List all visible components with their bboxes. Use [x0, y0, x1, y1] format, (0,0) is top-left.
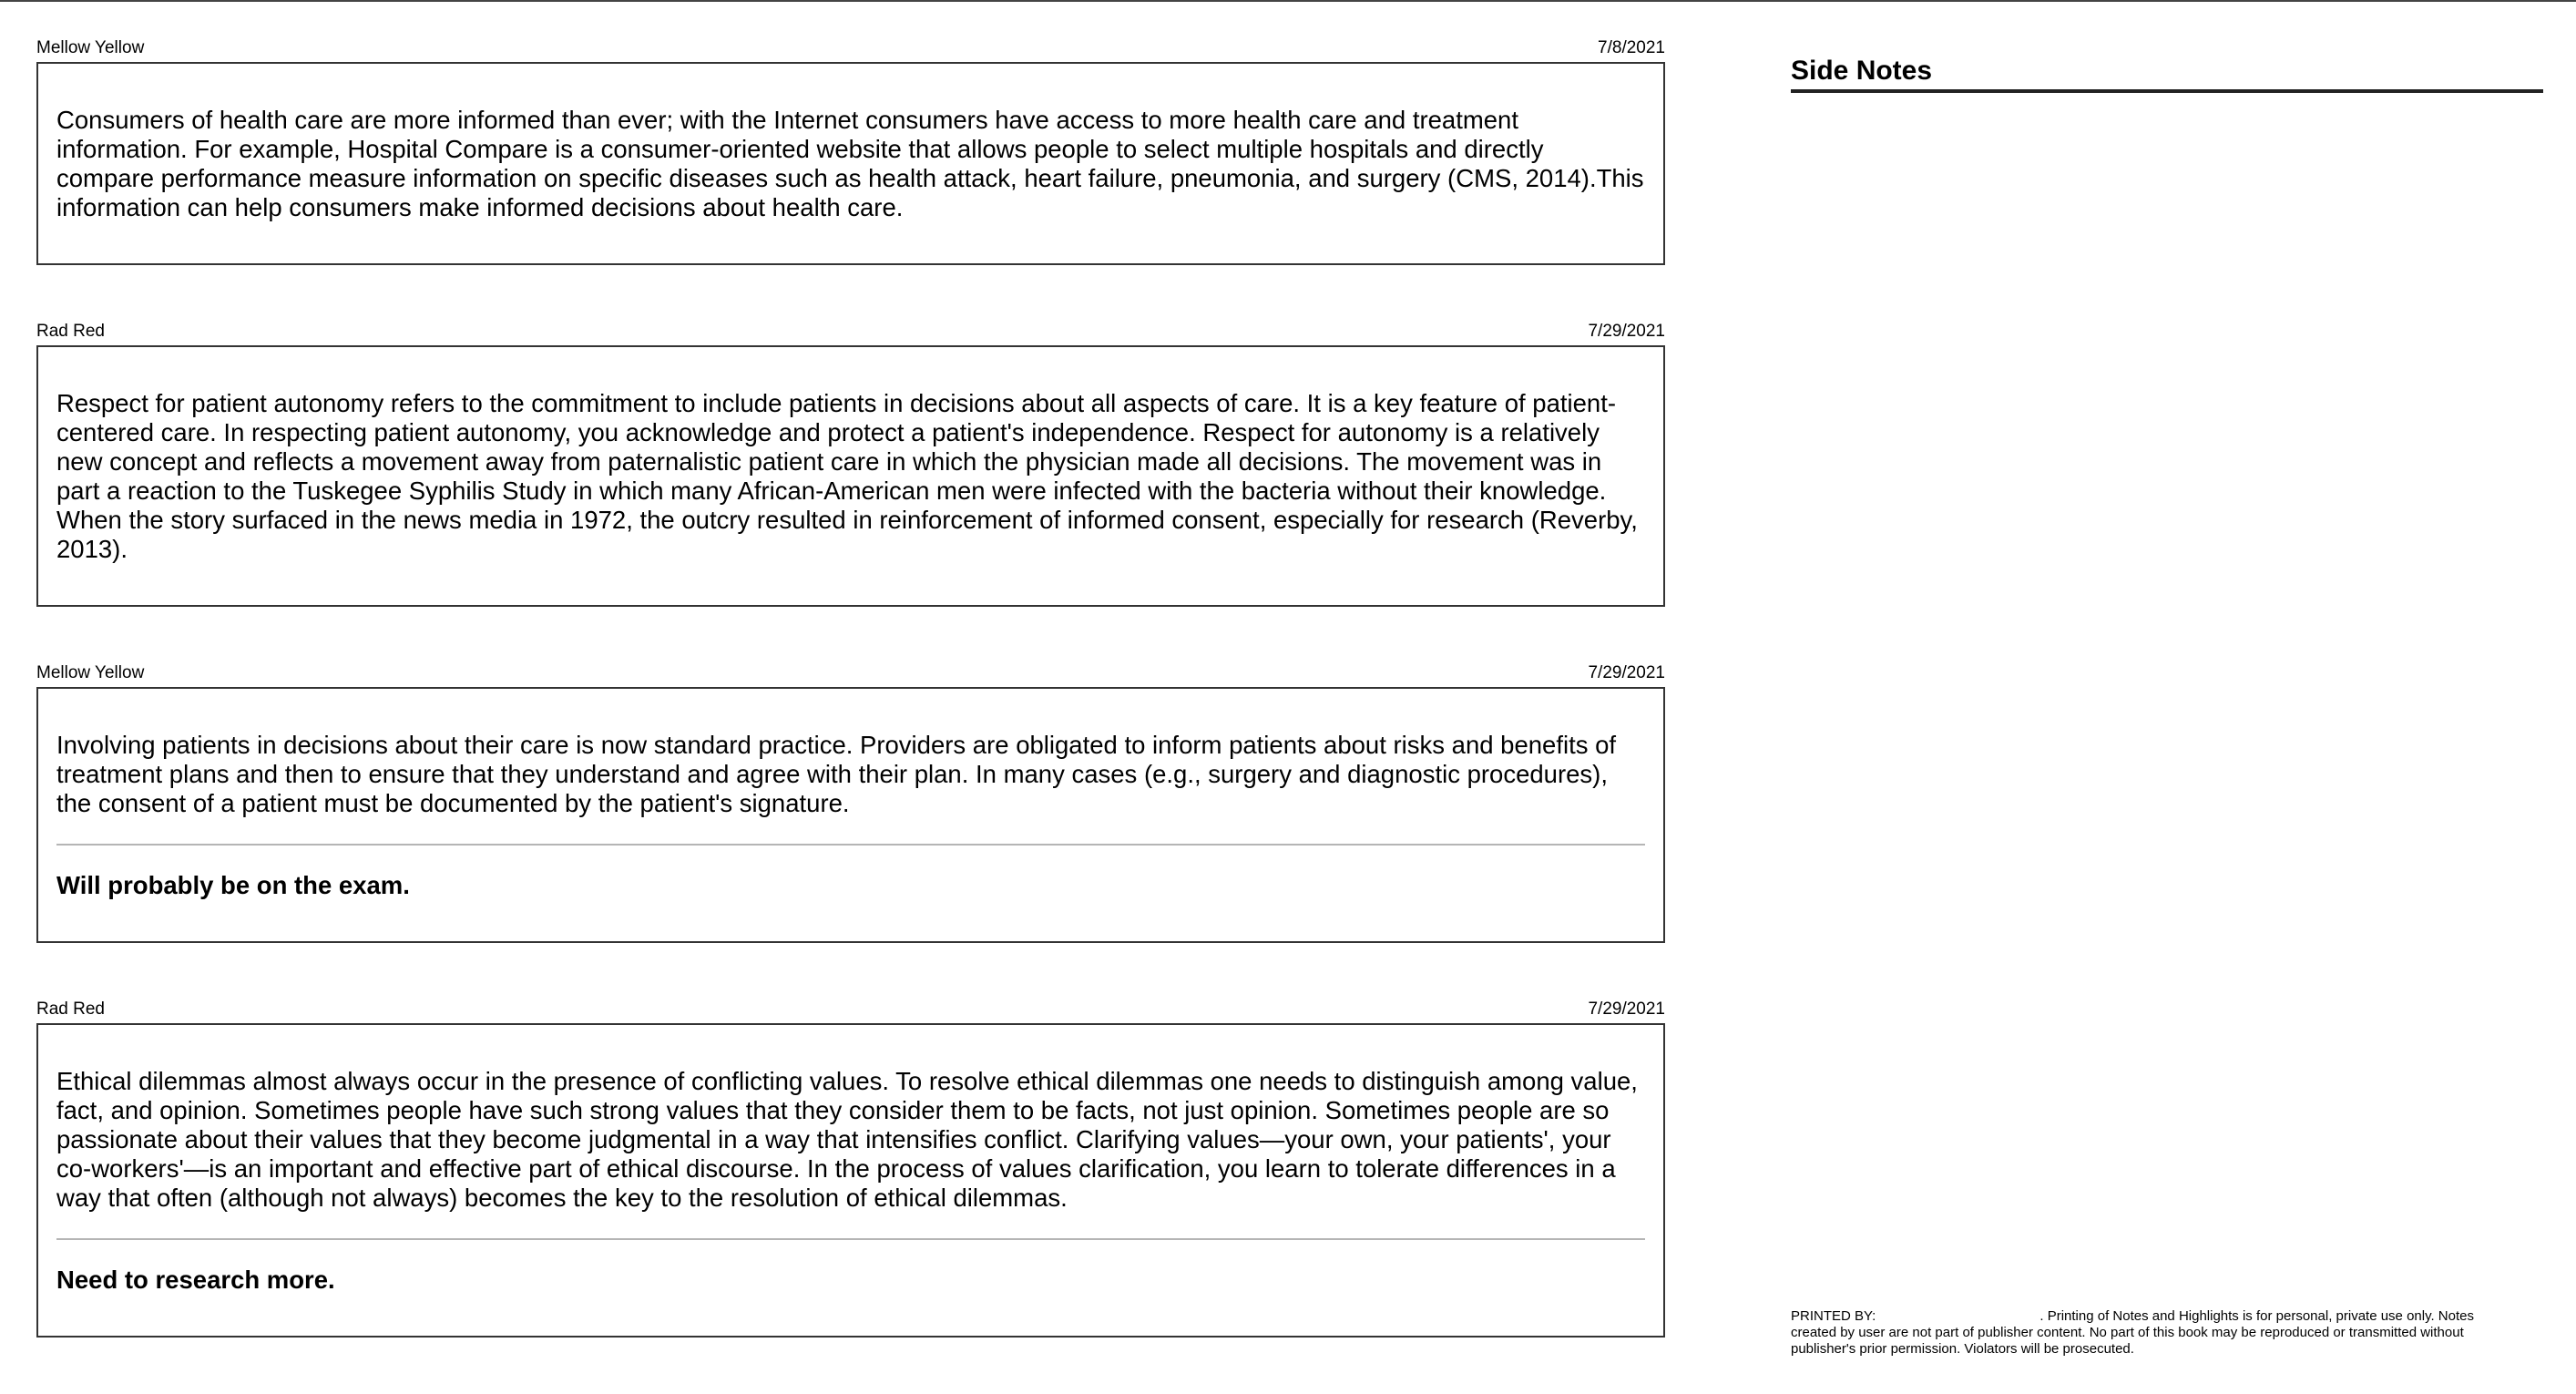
note-card: [36, 663, 1665, 943]
highlight-text: Consumers of health care are more informed than ever; with the Internet consumers have access to more health care and treatment information. For example, Hospital Compare is a consumer-oriented website that allows people to select multiple hospitals and directly compare performance measure information on specific diseases such as health attack, heart failure, pneumonia, and surgery (CMS, 2014).This information can help consumers make informed decisions about health care.: [56, 106, 1644, 221]
highlight-box: [36, 345, 1665, 607]
highlight-text: Ethical dilemmas almost always occur in the presence of conflicting values. To resolve ethical dilemmas one needs to distinguish among value, fact, and opinion. Sometimes people have such strong values that they consider them to be facts, not just opinion. Sometimes people are so passionate about their values that they become judgmental in a way that intensifies conflict. Clarifying values—your own, your patients', your co-workers'—is an important and effective part of ethical discourse. In the process of values clarification, you learn to tolerate differences in a way that often (although not always) becomes the key to the resolution of ethical dilemmas.: [56, 1067, 1638, 1212]
note-header: [36, 663, 1665, 683]
disclaimer-text: . Printing of Notes and Highlights is for personal, private use only. Notes created by user are not part of publisher content. No part of this book may be reproduced or transmitted without publisher's prior permission. Violators will be prosecuted.: [1791, 1308, 2474, 1357]
note-date: 7/8/2021: [1598, 38, 1665, 57]
highlight-box: [36, 62, 1665, 265]
top-border: [0, 0, 2576, 2]
user-comment: Need to research more.: [56, 1266, 335, 1294]
user-comment: Will probably be on the exam.: [56, 871, 410, 899]
highlight-color-label: Mellow Yellow: [36, 663, 145, 682]
highlight-box: [36, 1023, 1665, 1338]
highlight-text: Involving patients in decisions about their care is now standard practice. Providers are obligated to inform patients about risks and benefits of treatment plans and then to ensure that they understand and agree with their plan. In many cases (e.g., surgery and diagnostic procedures), the consent of a patient must be documented by the patient's signature.: [56, 731, 1617, 817]
notes-list: [36, 38, 1665, 1394]
side-notes-title: Side Notes: [1791, 55, 2543, 93]
print-disclaimer: [1791, 1308, 2520, 1358]
note-card: [36, 322, 1665, 607]
comment-divider: [56, 1238, 1645, 1240]
highlight-color-label: Rad Red: [36, 322, 105, 341]
highlight-color-label: Mellow Yellow: [36, 38, 145, 57]
side-notes-panel: [1791, 55, 2543, 1358]
highlight-box: [36, 687, 1665, 943]
note-header: [36, 999, 1665, 1020]
note-date: 7/29/2021: [1588, 999, 1665, 1019]
note-header: [36, 322, 1665, 342]
note-header: [36, 38, 1665, 58]
highlight-color-label: Rad Red: [36, 999, 105, 1019]
note-card: [36, 38, 1665, 265]
note-card: [36, 999, 1665, 1338]
note-date: 7/29/2021: [1588, 663, 1665, 682]
note-date: 7/29/2021: [1588, 322, 1665, 341]
highlight-text: Respect for patient autonomy refers to the commitment to include patients in decisions about all aspects of care. It is a key feature of patient-centered care. In respecting patient autonomy, you acknowledge and protect a patient's independence. Respect for autonomy is a relatively new concept and reflects a movement away from paternalistic patient care in which the physician made all decisions. The movement was in part a reaction to the Tuskegee Syphilis Study in which many African-American men were infected with the bacteria without their knowledge. When the story surfaced in the news media in 1972, the outcry resulted in reinforcement of informed consent, especially for research (Reverby, 2013).: [56, 389, 1638, 563]
comment-divider: [56, 844, 1645, 846]
printed-by-label: PRINTED BY:: [1791, 1308, 1876, 1324]
